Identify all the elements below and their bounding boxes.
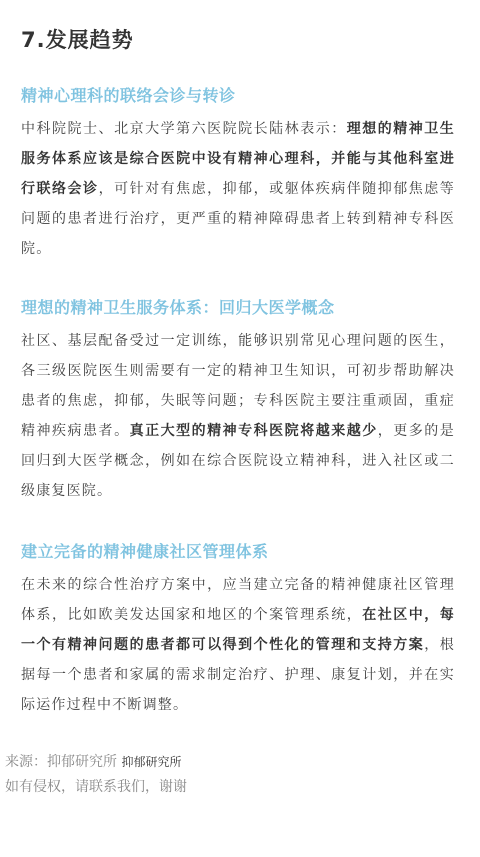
section-ideal-system <box>21 296 455 506</box>
text-run: 中科院院士、北京大学第六医院院长陆林表示： <box>21 121 347 137</box>
page-title: 7.发展趋势 <box>21 28 134 52</box>
section-consultation <box>21 84 455 264</box>
text-run: ，根据每一个患者和家属的需求制定治疗、护理、康复计划，并在实际运作过程中不断调整。 <box>21 637 455 713</box>
source-label: 来源：抑郁研究所 <box>5 754 117 770</box>
emphasis-text: 在社区中，每一个有精神问题的患者都可以得到个性化的管理和支持方案 <box>21 607 456 653</box>
copyright-notice: 如有侵权，请联系我们，谢谢 <box>5 779 187 795</box>
emphasis-text: 理想的精神卫生服务体系应该是综合医院中设有精神心理科，并能与其他科室进行联络会诊 <box>21 121 455 197</box>
section-community-management <box>21 540 455 720</box>
section-paragraph <box>21 114 455 264</box>
source-name: 抑郁研究所 <box>121 755 182 769</box>
section-heading: 建立完备的精神健康社区管理体系 <box>21 542 269 561</box>
source-line <box>5 750 181 774</box>
section-paragraph <box>21 570 455 720</box>
emphasis-text: 真正大型的精神专科医院将越来越少 <box>129 423 378 439</box>
text-run: 在未来的综合性治疗方案中，应当建立完备的精神健康社区管理体系，比如欧美发达国家和地区的个案管理系统， <box>21 577 455 623</box>
text-run: ，可针对有焦虑，抑郁，或躯体疾病伴随抑郁焦虑等问题的患者进行治疗，更严重的精神障碍患者上转到精神专科医院。 <box>21 181 455 257</box>
section-heading: 精神心理科的联络会诊与转诊 <box>21 86 236 105</box>
section-heading: 理想的精神卫生服务体系：回归大医学概念 <box>21 298 335 317</box>
section-paragraph <box>21 326 455 506</box>
text-run: ，更多的是回归到大医学概念，例如在综合医院设立精神科，进入社区或二级康复医院。 <box>21 423 455 499</box>
text-run: 社区、基层配备受过一定训练，能够识别常见心理问题的医生，各三级医院医生则需要有一定的精神卫生知识，可初步帮助解决患者的焦虑，抑郁，失眠等问题；专科医院主要注重顽固，重症精神疾病患者。 <box>21 333 455 439</box>
